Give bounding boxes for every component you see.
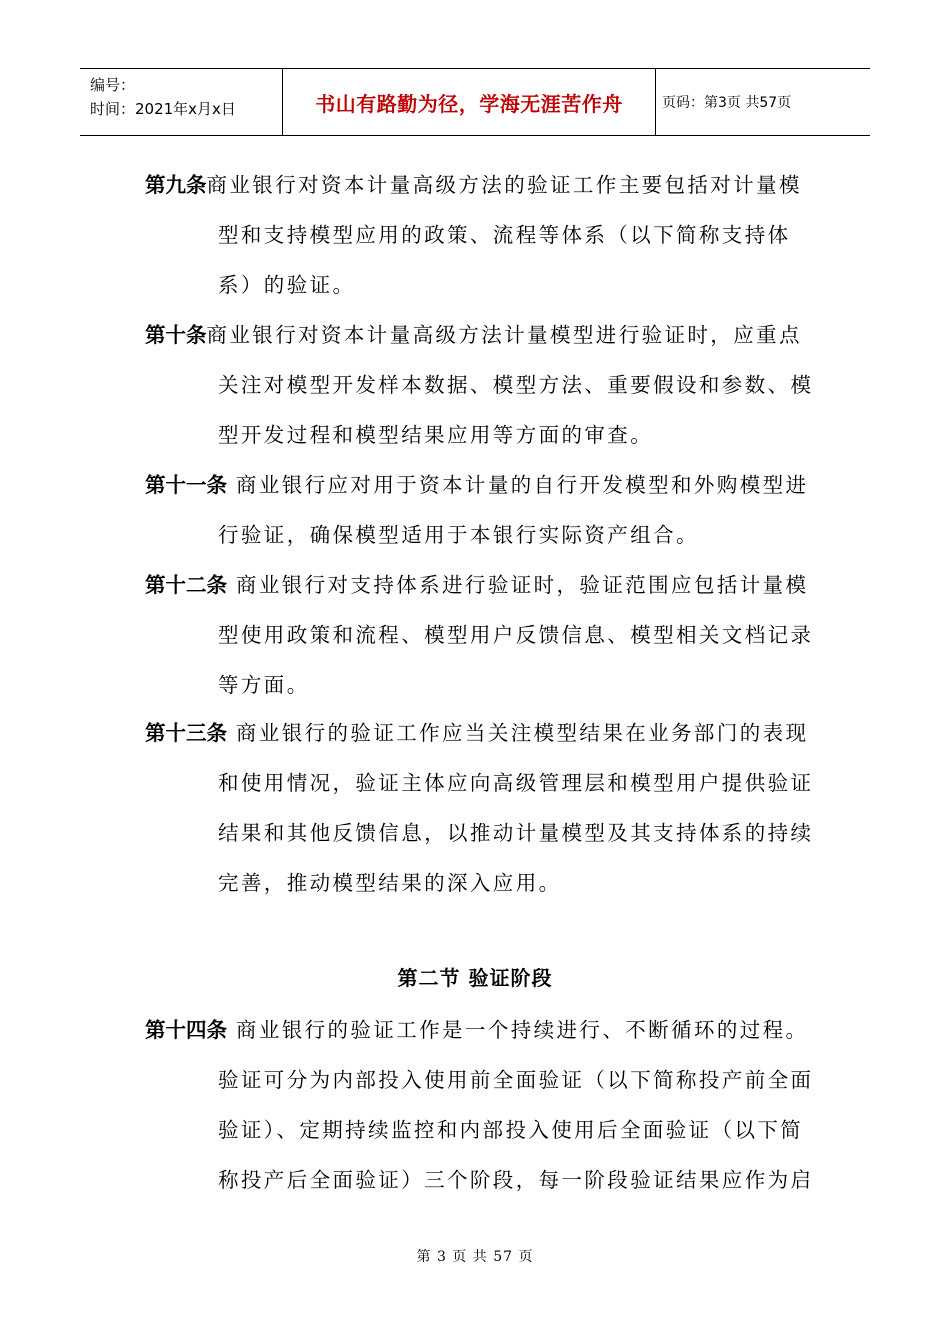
article-text: 商业银行对支持体系进行验证时，验证范围应包括计量模 xyxy=(227,573,809,597)
article-text: 商业银行对资本计量高级方法计量模型进行验证时，应重点 xyxy=(206,323,802,347)
article-label: 第九条 xyxy=(145,173,207,197)
article-text: 型和支持模型应用的政策、流程等体系（以下简称支持体 xyxy=(218,223,791,247)
article-text: 等方面。 xyxy=(218,673,310,697)
article-text: 商业银行应对用于资本计量的自行开发模型和外购模型进 xyxy=(227,473,809,497)
article-text: 型使用政策和流程、模型用户反馈信息、模型相关文档记录 xyxy=(218,623,814,647)
article-text: 和使用情况，验证主体应向高级管理层和模型用户提供验证 xyxy=(218,771,814,795)
article-text: 型开发过程和模型结果应用等方面的审查。 xyxy=(218,423,654,447)
article-text: 验证）、定期持续监控和内部投入使用后全面验证（以下简 xyxy=(218,1118,804,1142)
document-time-label: 时间：2021年x月x日 xyxy=(90,100,236,118)
article-14 xyxy=(145,1005,815,1205)
article-text: 系）的验证。 xyxy=(218,273,356,297)
page-footer: 第 3 页 共 57 页 xyxy=(416,1249,534,1265)
article-label: 第十四条 xyxy=(145,1018,227,1042)
article-9 xyxy=(145,160,815,310)
article-label: 第十二条 xyxy=(145,573,227,597)
article-text: 验证可分为内部投入使用前全面验证（以下简称投产前全面 xyxy=(218,1068,814,1092)
article-text: 关注对模型开发样本数据、模型方法、重要假设和参数、模 xyxy=(218,373,814,397)
article-text: 结果和其他反馈信息，以推动计量模型及其支持体系的持续 xyxy=(218,821,814,845)
header-motto: 书山有路勤为径，学海无涯苦作舟 xyxy=(282,69,656,135)
header-page-info: 页码：第3页 共57页 xyxy=(662,95,792,111)
article-12 xyxy=(145,560,815,710)
article-text: 商业银行的验证工作应当关注模型结果在业务部门的表现 xyxy=(227,721,809,745)
article-text: 行验证，确保模型适用于本银行实际资产组合。 xyxy=(218,523,699,547)
article-text: 称投产后全面验证）三个阶段，每一阶段验证结果应作为启 xyxy=(218,1168,814,1192)
article-text: 商业银行对资本计量高级方法的验证工作主要包括对计量模 xyxy=(206,173,802,197)
section-title: 第二节 验证阶段 xyxy=(397,966,553,990)
article-13 xyxy=(145,708,815,908)
article-label: 第十条 xyxy=(145,323,207,347)
article-10 xyxy=(145,310,815,460)
article-11 xyxy=(145,460,815,560)
page-header xyxy=(80,68,870,136)
article-label: 第十一条 xyxy=(145,473,227,497)
header-meta xyxy=(80,69,282,135)
article-text: 商业银行的验证工作是一个持续进行、不断循环的过程。 xyxy=(227,1018,809,1042)
document-number-label: 编号： xyxy=(90,76,136,94)
article-label: 第十三条 xyxy=(145,721,227,745)
article-text: 完善，推动模型结果的深入应用。 xyxy=(218,871,562,895)
